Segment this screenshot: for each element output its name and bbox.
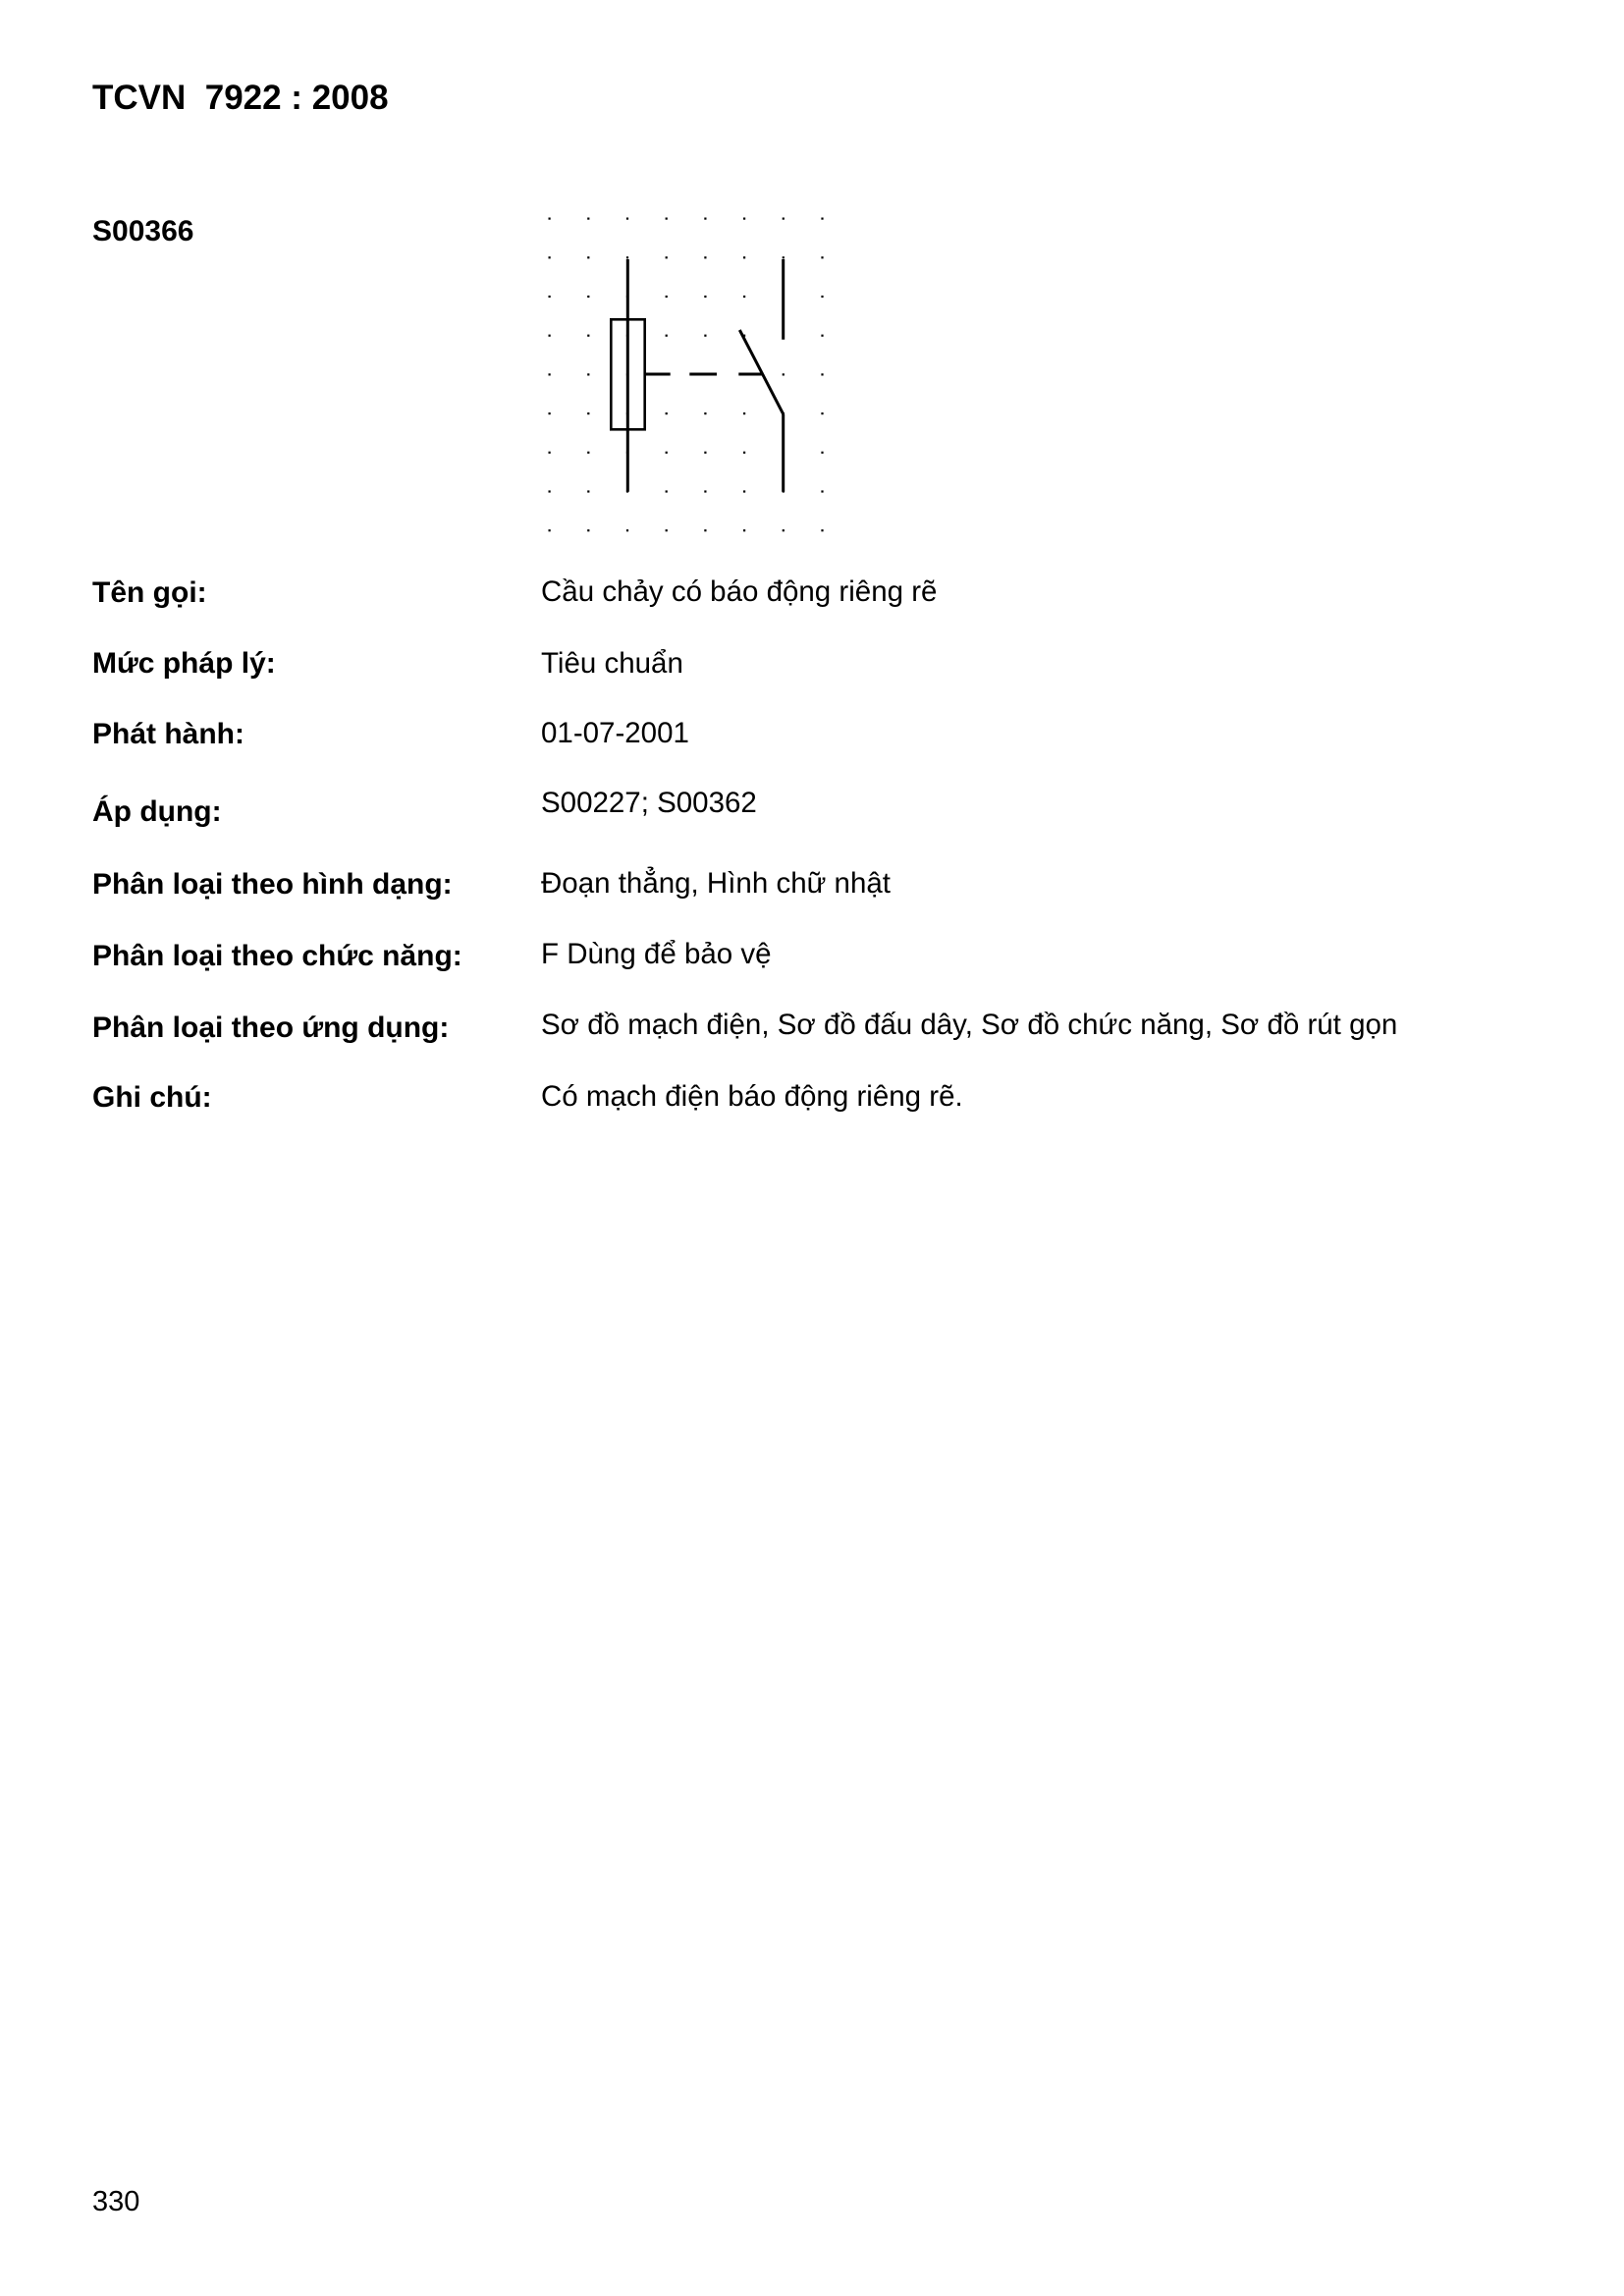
grid-dot bbox=[821, 296, 823, 298]
grid-dot bbox=[743, 256, 745, 258]
grid-dot bbox=[587, 412, 589, 414]
grid-dot bbox=[704, 412, 706, 414]
grid-dot bbox=[783, 373, 785, 375]
grid-dot bbox=[704, 256, 706, 258]
switch-contact-blade bbox=[739, 330, 783, 414]
grid-dot bbox=[821, 335, 823, 337]
grid-dot bbox=[783, 529, 785, 531]
grid-dot bbox=[587, 452, 589, 454]
grid-dot bbox=[821, 412, 823, 414]
field-value-function-class: F Dùng để bảo vệ bbox=[541, 938, 772, 970]
document-standard-title: TCVN 7922 : 2008 bbox=[92, 79, 389, 117]
grid-dot bbox=[549, 452, 551, 454]
grid-dot bbox=[626, 256, 628, 258]
grid-dot bbox=[549, 412, 551, 414]
grid-dot bbox=[743, 529, 745, 531]
grid-dot bbox=[783, 218, 785, 220]
field-label-issued: Phát hành: bbox=[92, 718, 244, 750]
grid-dot bbox=[626, 529, 628, 531]
grid-dot bbox=[704, 218, 706, 220]
field-label-note: Ghi chú: bbox=[92, 1081, 212, 1114]
grid-dot bbox=[666, 256, 668, 258]
grid-dot bbox=[821, 452, 823, 454]
grid-dot bbox=[666, 452, 668, 454]
grid-dot bbox=[549, 335, 551, 337]
field-label-name: Tên gọi: bbox=[92, 576, 207, 609]
grid-dot bbox=[587, 296, 589, 298]
grid-dot bbox=[549, 256, 551, 258]
grid-dot bbox=[587, 373, 589, 375]
grid-dot bbox=[666, 335, 668, 337]
grid-dot bbox=[666, 490, 668, 492]
grid-dot bbox=[743, 490, 745, 492]
grid-dot bbox=[666, 412, 668, 414]
grid-dot bbox=[666, 529, 668, 531]
field-label-function-class: Phân loại theo chức năng: bbox=[92, 940, 462, 972]
field-value-applies: S00227; S00362 bbox=[541, 787, 757, 819]
grid-dot bbox=[587, 256, 589, 258]
symbol-code: S00366 bbox=[92, 215, 194, 247]
grid-dot bbox=[549, 296, 551, 298]
grid-dot bbox=[743, 412, 745, 414]
grid-dot bbox=[704, 452, 706, 454]
grid-dot bbox=[821, 256, 823, 258]
grid-dot bbox=[704, 529, 706, 531]
field-value-application-class: Sơ đồ mạch điện, Sơ đồ đấu dây, Sơ đồ chức năng, Sơ đồ rút gọn bbox=[541, 1009, 1398, 1041]
grid-dot bbox=[666, 296, 668, 298]
grid-dot bbox=[821, 529, 823, 531]
grid-dot bbox=[743, 452, 745, 454]
grid-dot bbox=[587, 529, 589, 531]
field-label-shape-class: Phân loại theo hình dạng: bbox=[92, 868, 453, 901]
fuse-alarm-symbol-icon bbox=[530, 196, 844, 550]
grid-dot bbox=[549, 529, 551, 531]
field-label-legal-level: Mức pháp lý: bbox=[92, 647, 276, 680]
field-value-note: Có mạch điện báo động riêng rẽ. bbox=[541, 1080, 963, 1113]
field-label-applies: Áp dụng: bbox=[92, 795, 222, 828]
grid-dot bbox=[549, 218, 551, 220]
grid-dot bbox=[704, 296, 706, 298]
grid-dot bbox=[783, 256, 785, 258]
grid-dot bbox=[821, 490, 823, 492]
grid-dot bbox=[704, 490, 706, 492]
grid-dot bbox=[587, 335, 589, 337]
field-value-shape-class: Đoạn thẳng, Hình chữ nhật bbox=[541, 867, 891, 900]
grid-dot bbox=[666, 218, 668, 220]
grid-dot bbox=[743, 296, 745, 298]
grid-dot bbox=[743, 218, 745, 220]
field-value-legal-level: Tiêu chuẩn bbox=[541, 647, 683, 680]
grid-dot bbox=[821, 218, 823, 220]
grid-dot bbox=[626, 218, 628, 220]
grid-dot bbox=[704, 335, 706, 337]
field-value-name: Cầu chảy có báo động riêng rẽ bbox=[541, 575, 938, 608]
grid-dot bbox=[587, 218, 589, 220]
grid-dot bbox=[587, 490, 589, 492]
grid-dot bbox=[549, 373, 551, 375]
field-label-application-class: Phân loại theo ứng dụng: bbox=[92, 1011, 450, 1044]
page-number: 330 bbox=[92, 2186, 140, 2217]
grid-dot bbox=[549, 490, 551, 492]
grid-dot bbox=[821, 373, 823, 375]
field-value-issued: 01-07-2001 bbox=[541, 717, 689, 749]
